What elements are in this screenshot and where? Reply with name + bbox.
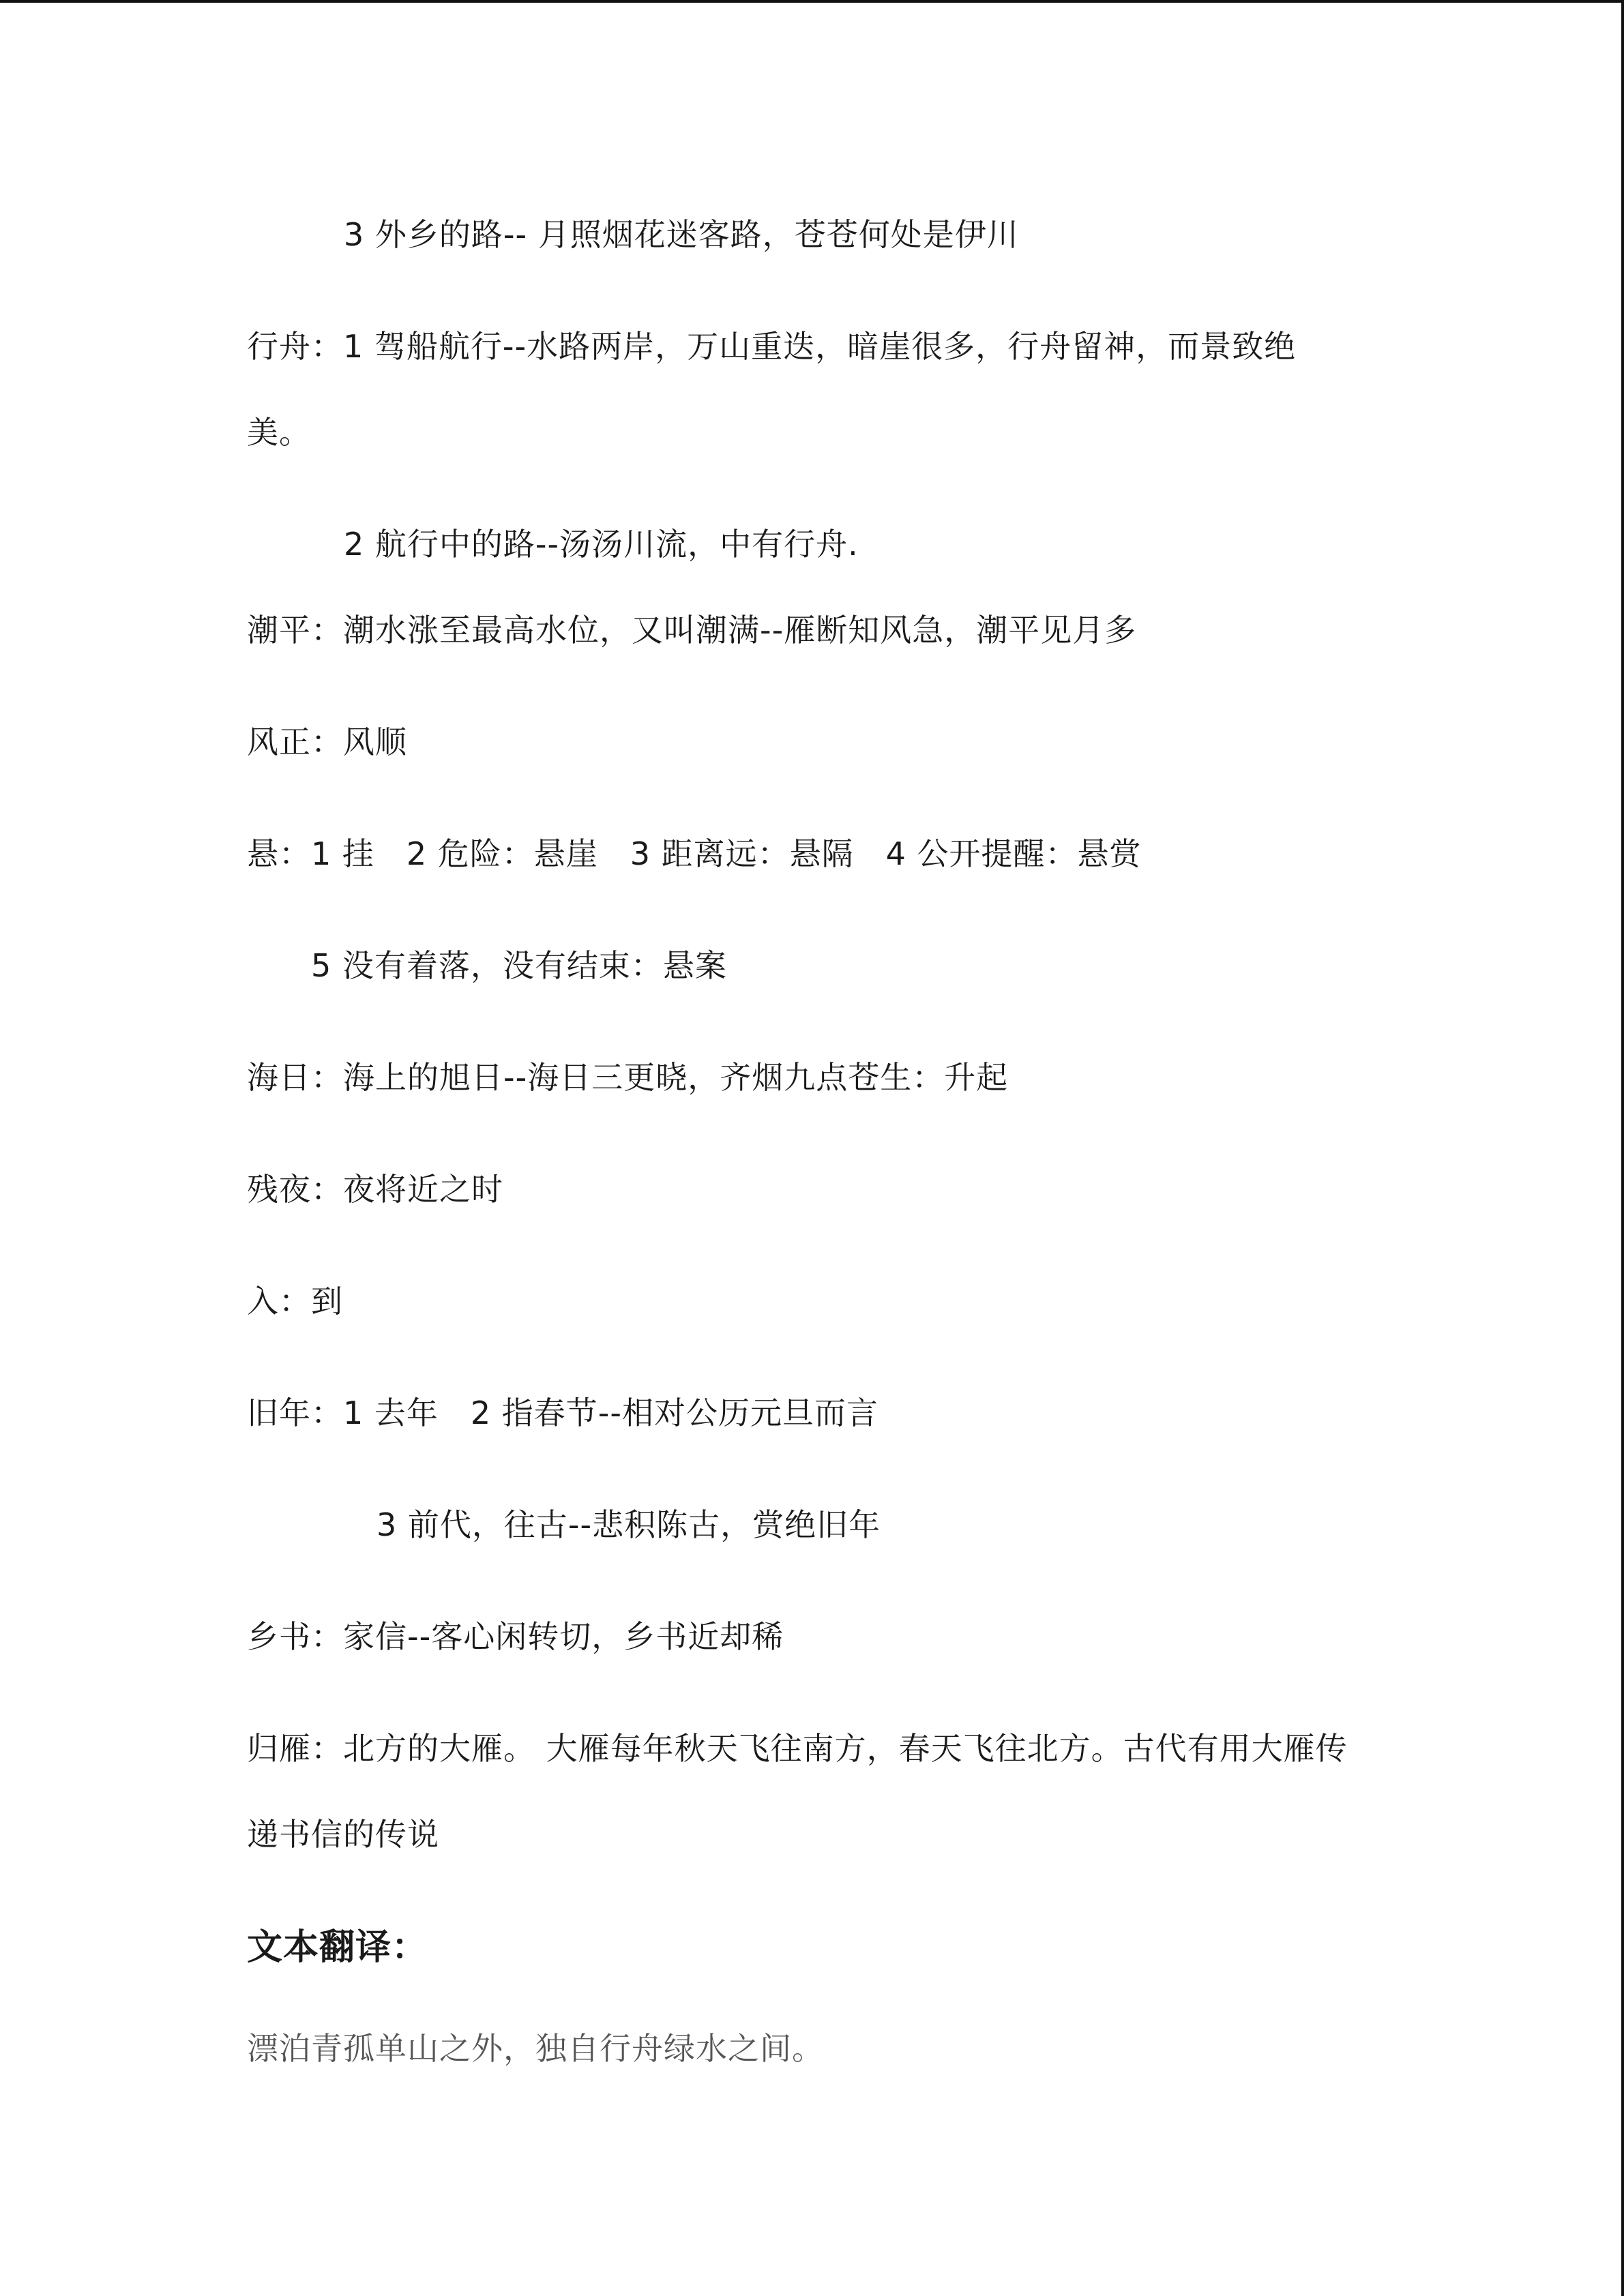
note-line: 行舟：1 驾船航行--水路两岸，万山重迭，暗崖很多，行舟留神，而景致绝: [247, 328, 1297, 365]
section-heading: 文本翻译：: [247, 1927, 428, 1968]
note-line: 入：到: [247, 1283, 343, 1320]
note-line: 风正：风顺: [247, 724, 407, 760]
note-line: 悬：1 挂 2 危险：悬崖 3 距离远：悬隔 4 公开提醒：悬赏: [247, 835, 1142, 872]
note-line: 残夜：夜将近之时: [247, 1171, 503, 1208]
note-line: 2 航行中的路--汤汤川流，中有行舟.: [344, 526, 859, 563]
note-line: 归雁：北方的大雁。 大雁每年秋天飞往南方，春天飞往北方。古代有用大雁传: [247, 1730, 1348, 1767]
note-line: 美。: [247, 414, 311, 451]
translation-text: 漂泊青孤单山之外，独自行舟绿水之间。: [247, 2030, 824, 2067]
note-line: 海日：海上的旭日--海日三更晓，齐烟九点苍生：升起: [247, 1059, 1009, 1096]
note-line: 3 外乡的路-- 月照烟花迷客路，苍苍何处是伊川: [344, 216, 1019, 253]
note-line: 3 前代，往古--悲积陈古，赏绝旧年: [377, 1506, 881, 1543]
note-line: 5 没有着落，没有结束：悬案: [311, 947, 727, 984]
note-line: 潮平：潮水涨至最高水位，又叫潮满--雁断知风急，潮平见月多: [247, 612, 1137, 648]
note-line: 旧年：1 去年 2 指春节--相对公历元旦而言: [247, 1395, 879, 1431]
note-line: 乡书：家信--客心闲转切，乡书近却稀: [247, 1618, 784, 1655]
note-line: 递书信的传说: [247, 1816, 439, 1853]
